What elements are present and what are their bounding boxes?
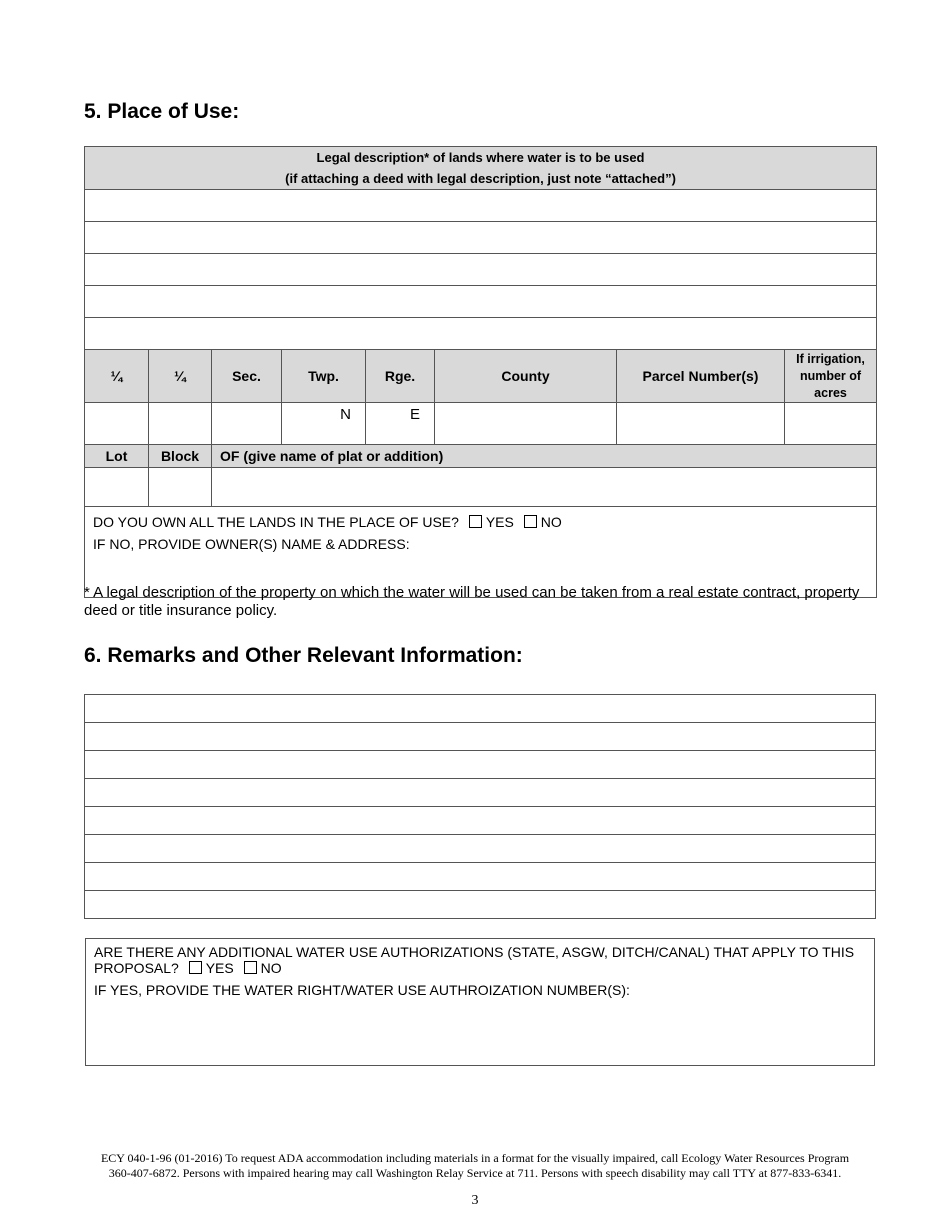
- remarks-line[interactable]: [85, 891, 876, 919]
- legal-description-header-line2: (if attaching a deed with legal description, just note “attached”): [285, 171, 676, 186]
- block-label: Block: [149, 445, 212, 468]
- own-yes-label: YES: [485, 514, 514, 530]
- range-input[interactable]: [366, 403, 435, 445]
- authorizations-question-part2: PROPOSAL?: [94, 960, 179, 976]
- col-parcel-numbers: Parcel Number(s): [617, 350, 785, 403]
- remarks-table: [84, 694, 876, 919]
- section-6-title: 6. Remarks and Other Relevant Information:: [84, 644, 523, 667]
- legal-description-line-2[interactable]: [85, 222, 877, 254]
- irrigation-acres-input[interactable]: [785, 403, 877, 445]
- authorizations-question-part1: ARE THERE ANY ADDITIONAL WATER USE AUTHORIZATIONS (STATE, ASGW, DITCH/CANAL) THAT APPLY TO THIS: [94, 944, 855, 960]
- legal-description-line-4[interactable]: [85, 286, 877, 318]
- plat-name-input[interactable]: [212, 468, 877, 507]
- col-irrigation-line3: acres: [814, 385, 847, 400]
- quarter-2-input[interactable]: [149, 403, 212, 445]
- form-footer: [40, 1151, 910, 1181]
- auth-yes-label: YES: [205, 960, 234, 976]
- remarks-line[interactable]: [85, 751, 876, 779]
- remarks-line[interactable]: [85, 863, 876, 891]
- col-section: Sec.: [212, 350, 282, 403]
- owner-name-prompt: IF NO, PROVIDE OWNER(S) NAME & ADDRESS:: [93, 536, 410, 552]
- remarks-line[interactable]: [85, 695, 876, 723]
- authorizations-box: [85, 938, 875, 1066]
- col-township: Twp.: [282, 350, 366, 403]
- lot-label: Lot: [85, 445, 149, 468]
- col-quarter-2: ¼: [149, 350, 212, 403]
- township-input[interactable]: [282, 403, 366, 445]
- section-5-title: 5. Place of Use:: [84, 100, 240, 123]
- township-suffix: N: [340, 406, 351, 423]
- col-county: County: [435, 350, 617, 403]
- legal-description-line-1[interactable]: [85, 190, 877, 222]
- col-range: Rge.: [366, 350, 435, 403]
- auth-no-checkbox[interactable]: [244, 961, 257, 974]
- range-suffix: E: [409, 406, 420, 423]
- lot-input[interactable]: [85, 468, 149, 507]
- place-of-use-table: [84, 146, 877, 598]
- page-number: 3: [471, 1193, 479, 1208]
- legal-description-footnote: * A legal description of the property on which the water will be used can be taken from a real estate contract, property deed or title insurance policy.: [84, 584, 860, 619]
- footer-line-1: ECY 040-1-96 (01-2016) To request ADA accommodation including materials in a format for the visually impaired, call Ecology Water Resources Program: [100, 1151, 850, 1165]
- remarks-line[interactable]: [85, 723, 876, 751]
- quarter-1-input[interactable]: [85, 403, 149, 445]
- remarks-line[interactable]: [85, 807, 876, 835]
- authorization-number-prompt: IF YES, PROVIDE THE WATER RIGHT/WATER USE AUTHROIZATION NUMBER(S):: [94, 982, 630, 998]
- own-yes-checkbox[interactable]: [469, 515, 482, 528]
- col-irrigation-line1: If irrigation,: [796, 351, 865, 366]
- parcel-number-input[interactable]: [617, 403, 785, 445]
- footer-line-2: 360-407-6872. Persons with impaired hearing may call Washington Relay Service at 711. Persons with speech disability may call TTY at 877-833-6341.: [108, 1166, 842, 1180]
- legal-description-header: [85, 147, 877, 190]
- legal-description-header-line1: Legal description* of lands where water is to be used: [316, 150, 645, 165]
- legal-description-line-3[interactable]: [85, 254, 877, 286]
- own-no-checkbox[interactable]: [524, 515, 537, 528]
- own-no-label: NO: [540, 514, 562, 530]
- remarks-line[interactable]: [85, 779, 876, 807]
- own-lands-question: DO YOU OWN ALL THE LANDS IN THE PLACE OF USE?: [93, 514, 459, 530]
- col-quarter-1: ¼: [85, 350, 149, 403]
- col-irrigation-line2: number of: [799, 368, 862, 383]
- plat-label: OF (give name of plat or addition): [212, 445, 877, 468]
- auth-no-label: NO: [260, 960, 282, 976]
- section-input[interactable]: [212, 403, 282, 445]
- auth-yes-checkbox[interactable]: [189, 961, 202, 974]
- block-input[interactable]: [149, 468, 212, 507]
- remarks-line[interactable]: [85, 835, 876, 863]
- legal-description-line-5[interactable]: [85, 318, 877, 350]
- county-input[interactable]: [435, 403, 617, 445]
- col-irrigation-acres: [785, 350, 877, 403]
